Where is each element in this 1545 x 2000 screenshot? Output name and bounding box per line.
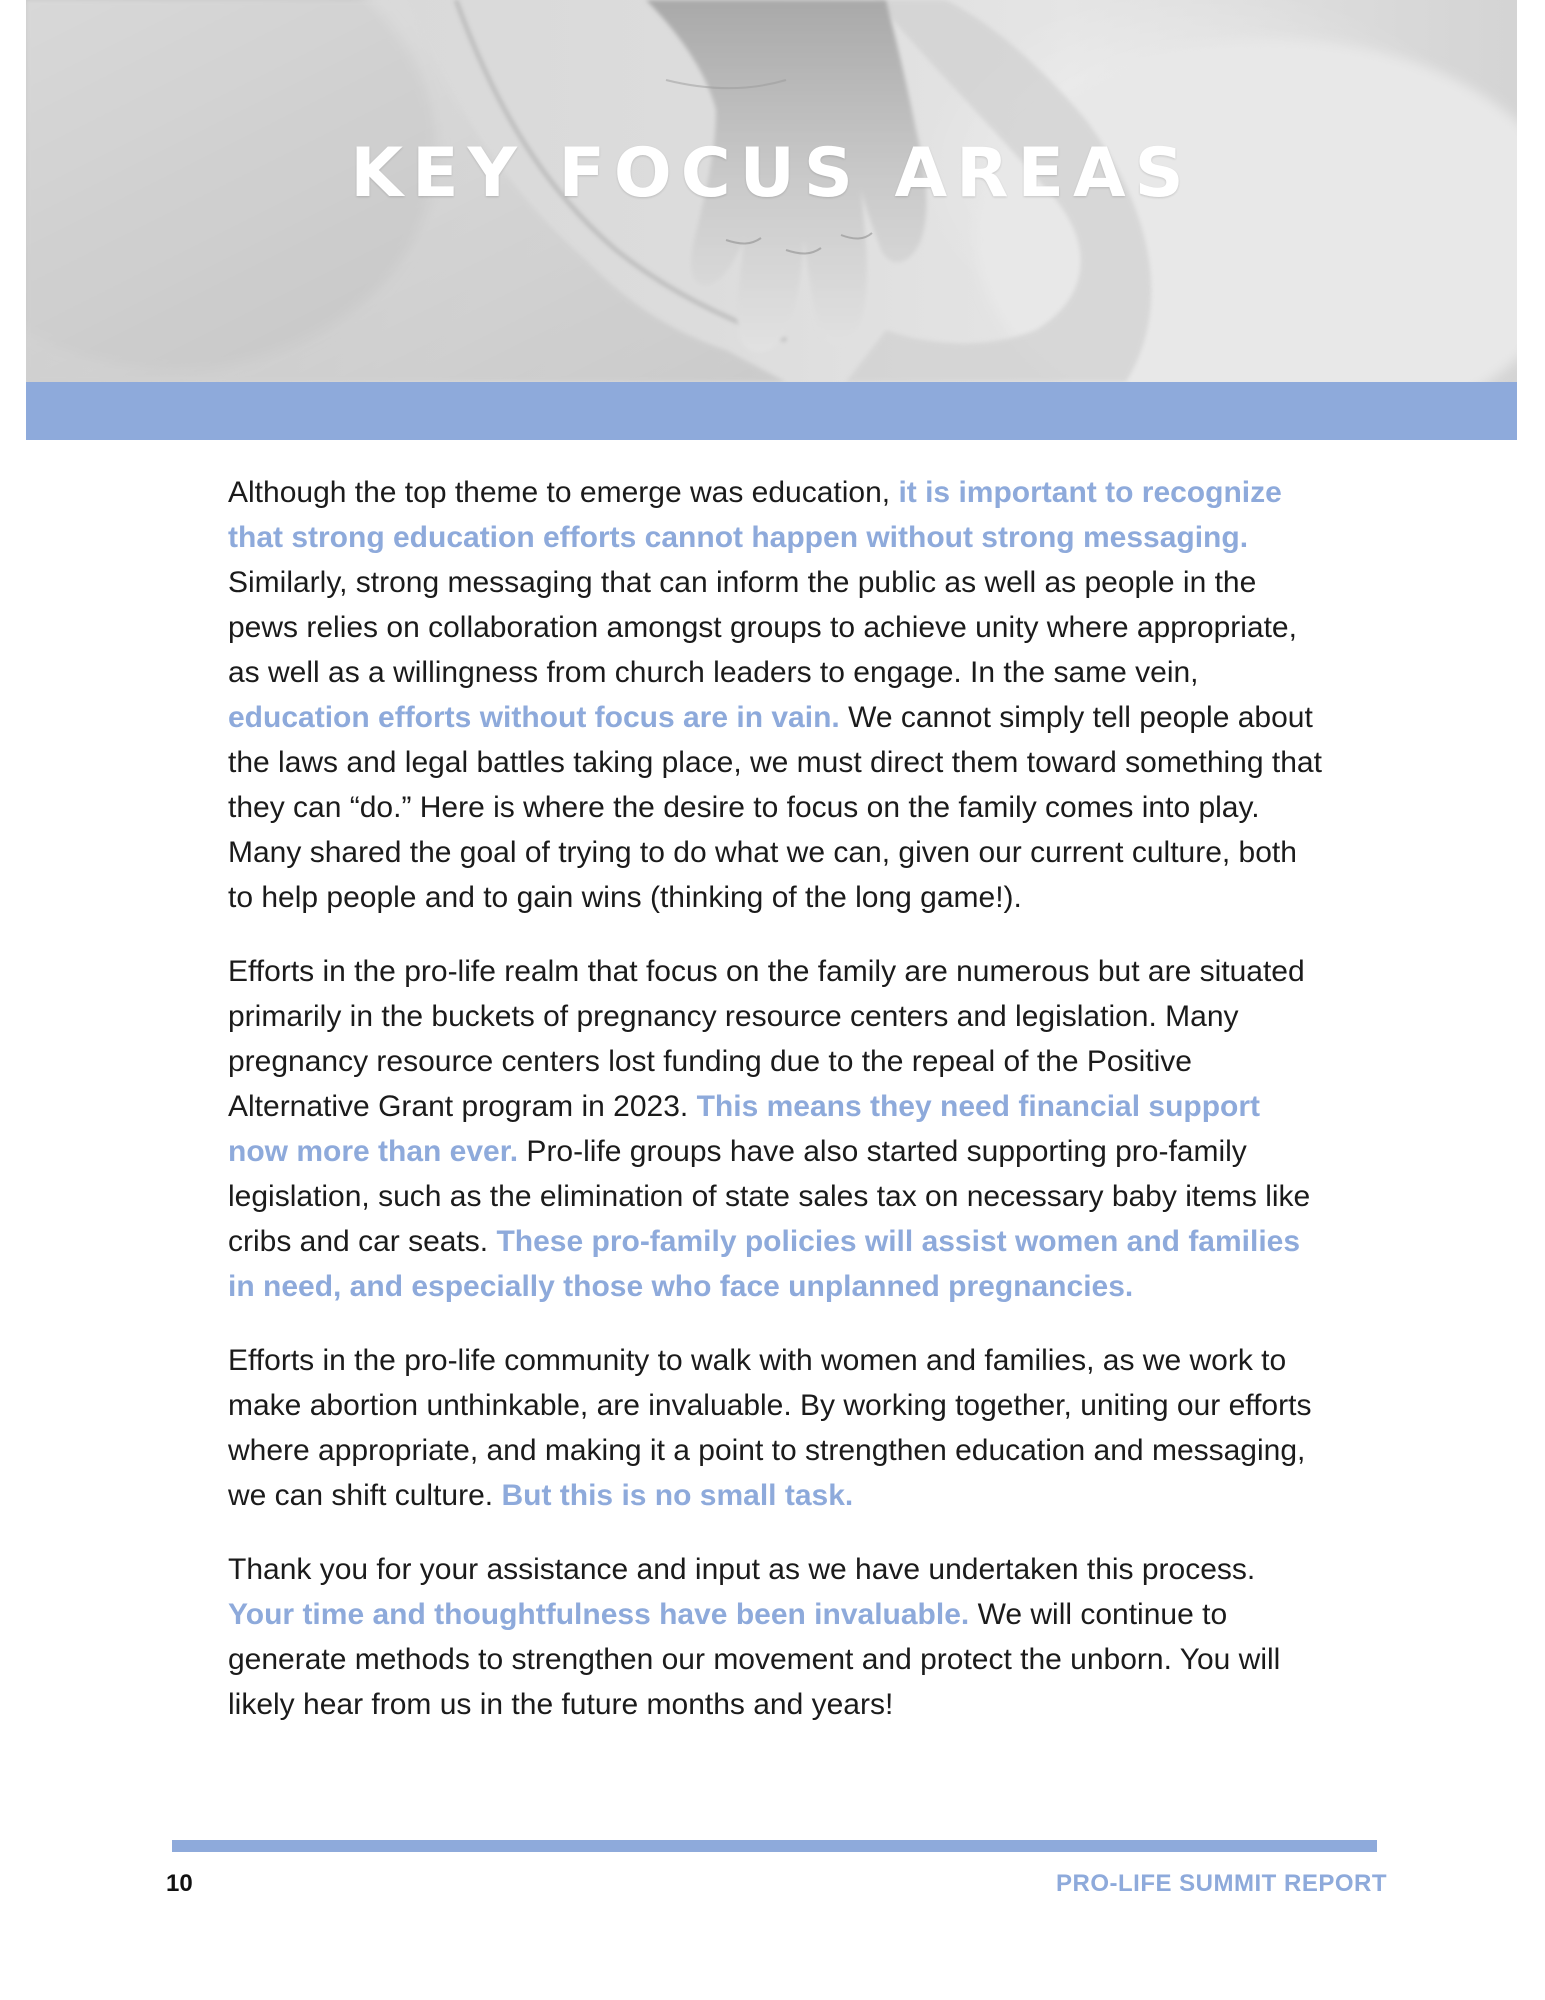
paragraph-1 bbox=[228, 470, 1328, 920]
text-segment: Thank you for your assistance and input as we have undertaken this process. bbox=[228, 1553, 1256, 1586]
text-segment: We cannot simply tell people about the laws and legal battles taking place, we must direct them toward something that they can “do.” Here is where the desire to focus on the family comes into play. Many shared the goal of trying to do what we can, given our current culture, both to help people and to gain wins (thinking of the long game!). bbox=[228, 701, 1322, 914]
highlight-text: This means they need financial support now more than ever. bbox=[228, 1090, 1261, 1168]
header-photo bbox=[26, 0, 1517, 382]
paragraph-4 bbox=[228, 1547, 1328, 1727]
text-segment: Efforts in the pro-life realm that focus on the family are numerous but are situated primarily in the buckets of pregnancy resource centers and legislation. Many pregnancy resource centers lost funding due to the repeal of the Positive Alternative Grant program in 2023. bbox=[228, 955, 1305, 1123]
text-segment: Similarly, strong messaging that can inform the public as well as people in the pews relies on collaboration amongst groups to achieve unity where appropriate, as well as a willingness from church leaders to engage. In the same vein, bbox=[228, 566, 1297, 689]
text-segment: Although the top theme to emerge was education, bbox=[228, 476, 899, 509]
highlight-text: it is important to recognize that strong education efforts cannot happen without strong messaging. bbox=[228, 476, 1282, 554]
highlight-text: These pro-family policies will assist women and families in need, and especially those who face unplanned pregnancies. bbox=[228, 1225, 1301, 1303]
page-number: 10 bbox=[166, 1870, 193, 1897]
highlight-text: education efforts without focus are in vain. bbox=[228, 701, 840, 734]
paragraph-2 bbox=[228, 949, 1328, 1309]
page-title: KEY FOCUS AREAS bbox=[350, 134, 1193, 213]
footer-report-title: PRO-LIFE SUMMIT REPORT bbox=[1056, 1870, 1387, 1897]
text-segment: Efforts in the pro-life community to walk with women and families, as we work to make abortion unthinkable, are invaluable. By working together, uniting our efforts where appropriate, and making it a point to strengthen education and messaging, we can shift culture. bbox=[228, 1344, 1312, 1512]
text-segment: We will continue to generate methods to strengthen our movement and protect the unborn. You will likely hear from us in the future months and years! bbox=[228, 1598, 1281, 1721]
header-accent-band bbox=[26, 382, 1517, 440]
text-segment: Pro-life groups have also started supporting pro-family legislation, such as the elimination of state sales tax on necessary baby items like cribs and car seats. bbox=[228, 1135, 1311, 1258]
highlight-text: But this is no small task. bbox=[501, 1479, 854, 1512]
article-body bbox=[228, 470, 1328, 1756]
highlight-text: Your time and thoughtfulness have been invaluable. bbox=[228, 1598, 970, 1631]
footer-divider bbox=[172, 1840, 1377, 1852]
paragraph-3 bbox=[228, 1338, 1328, 1518]
